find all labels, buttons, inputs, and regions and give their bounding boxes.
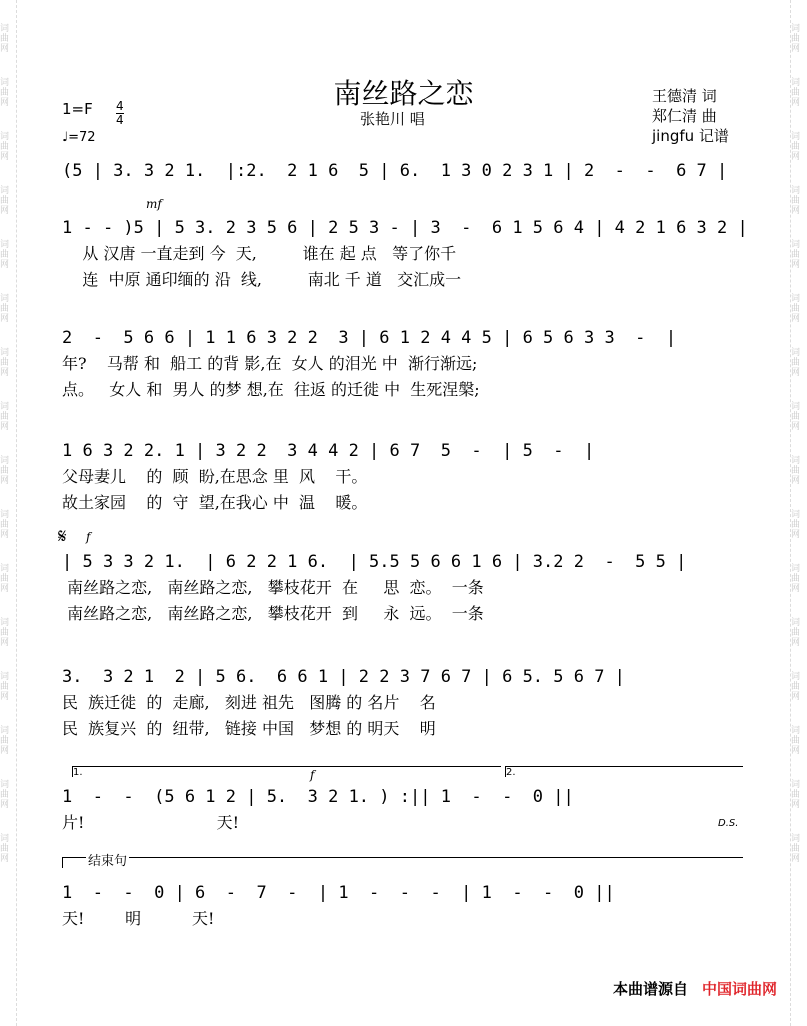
credits-block <box>652 86 729 146</box>
watermark: 词曲网 <box>0 564 10 594</box>
score-row-1 <box>62 158 752 184</box>
watermark: 词曲网 <box>0 186 10 216</box>
score-row-8 <box>62 880 752 932</box>
watermark: 词曲网 <box>791 240 801 270</box>
key-signature: 1=F <box>62 100 93 118</box>
time-signature <box>116 100 124 127</box>
lyric-verse-1: 南丝路之恋, 南丝路之恋, 攀枝花开 在 思 恋。 一条 <box>62 578 484 597</box>
watermark: 词曲网 <box>791 348 801 378</box>
lyric-verse-2: 故土家园 的 守 望,在我心 中 温 暖。 <box>62 493 368 512</box>
singer-credit: 张艳川 唱 <box>360 110 425 128</box>
watermark: 词曲网 <box>791 456 801 486</box>
lyric-verse-2: 民 族复兴 的 纽带, 链接 中国 梦想 的 明天 明 <box>62 719 436 738</box>
watermark: 词曲网 <box>791 78 801 108</box>
right-watermark-strip <box>790 0 807 1026</box>
mf-marking: mf <box>146 197 162 211</box>
lyric-verse-1: 天! 明 天! <box>62 909 215 928</box>
notation-line: 3. 3 2 1 2 | 5 6. 6 6 1 | 2 2 3 7 6 7 | 6 5. 5 6 7 | <box>62 667 625 687</box>
watermark: 词曲网 <box>0 726 10 756</box>
watermark: 词曲网 <box>791 132 801 162</box>
tempo-value: =72 <box>68 130 96 145</box>
watermark: 词曲网 <box>791 294 801 324</box>
second-ending-bracket <box>505 766 743 777</box>
score-row-7 <box>62 784 752 836</box>
brand-link[interactable]: 中国词曲网 <box>701 980 777 998</box>
tempo-marking <box>62 130 96 145</box>
notation-line: 1 - - (5 6 1 2 | 5. 3 2 1. ) :|| 1 - - 0 || <box>62 787 574 807</box>
source-text: 本曲谱源自 <box>612 980 688 998</box>
watermark: 词曲网 <box>0 78 10 108</box>
notation-line: | 5 3 3 2 1. | 6 2 2 1 6. | 5.5 5 6 6 1 6 | 3.2 2 - 5 5 | <box>62 552 687 572</box>
f-marking: f <box>86 530 91 544</box>
notation-line: 1 6 3 2 2. 1 | 3 2 2 3 4 4 2 | 6 7 5 - | 5 - | <box>62 441 595 461</box>
watermark: 词曲网 <box>791 186 801 216</box>
quarter-note-icon: ♩ <box>62 130 69 145</box>
watermark: 词曲网 <box>0 24 10 54</box>
lyric-verse-2: 连 中原 通印缅的 沿 线, 南北 千 道 交汇成一 <box>62 270 462 289</box>
lyric-verse-1: 父母妻儿 的 顾 盼,在思念 里 风 干。 <box>62 467 368 486</box>
score-row-2 <box>62 215 752 293</box>
first-ending-label: 1. <box>73 767 83 778</box>
watermark: 词曲网 <box>0 834 10 864</box>
watermark: 词曲网 <box>0 672 10 702</box>
watermark: 词曲网 <box>0 348 10 378</box>
score-row-6 <box>62 664 752 742</box>
notation-line: 1 - - 0 | 6 - 7 - | 1 - - - | 1 - - 0 || <box>62 883 615 903</box>
watermark: 词曲网 <box>791 726 801 756</box>
watermark: 词曲网 <box>791 834 801 864</box>
watermark: 词曲网 <box>791 672 801 702</box>
lyric-verse-1: 片! 天! <box>62 813 240 832</box>
notation-line: (5 | 3. 3 2 1. |:2. 2 1 6 5 | 6. 1 3 0 2 3 1 | 2 - - 6 7 | <box>62 161 728 181</box>
watermark: 词曲网 <box>0 456 10 486</box>
notation-line: 2 - 5 6 6 | 1 1 6 3 2 2 3 | 6 1 2 4 4 5 | 6 5 6 3 3 - | <box>62 328 677 348</box>
lyric-verse-2: 南丝路之恋, 南丝路之恋, 攀枝花开 到 永 远。 一条 <box>62 604 484 623</box>
coda-bracket <box>62 857 743 868</box>
watermark: 词曲网 <box>0 132 10 162</box>
watermark: 词曲网 <box>791 618 801 648</box>
watermark: 词曲网 <box>791 510 801 540</box>
second-ending-label: 2. <box>506 767 516 778</box>
watermark: 词曲网 <box>791 24 801 54</box>
left-watermark-strip <box>0 0 17 1026</box>
score-row-4 <box>62 438 752 516</box>
segno-sign: 𝄋 <box>58 524 67 548</box>
composer-credit: 郑仁清 曲 <box>652 107 717 125</box>
watermark: 词曲网 <box>0 402 10 432</box>
watermark: 词曲网 <box>791 402 801 432</box>
score-row-3 <box>62 325 752 403</box>
time-signature-bottom: 4 <box>116 113 124 127</box>
score-row-5 <box>62 549 752 627</box>
watermark: 词曲网 <box>0 780 10 810</box>
song-title: 南丝路之恋 <box>333 77 474 110</box>
notation-line: 1 - - )5 | 5 3. 2 3 5 6 | 2 5 3 - | 3 - 6 1 5 6 4 | 4 2 1 6 3 2 | <box>62 218 748 238</box>
source-footer <box>613 978 777 999</box>
f-marking: f <box>310 768 315 782</box>
first-ending-bracket <box>72 766 501 777</box>
watermark: 词曲网 <box>0 294 10 324</box>
watermark: 词曲网 <box>0 618 10 648</box>
time-signature-top: 4 <box>116 99 124 113</box>
watermark: 词曲网 <box>0 510 10 540</box>
transcriber-credit: jingfu 记谱 <box>652 127 729 145</box>
ds-marking: D.S. <box>718 818 739 829</box>
watermark: 词曲网 <box>791 564 801 594</box>
lyric-verse-1: 从 汉唐 一直走到 今 天, 谁在 起 点 等了你千 <box>62 244 457 263</box>
lyric-verse-1: 民 族迁徙 的 走廊, 刻进 祖先 图腾 的 名片 名 <box>62 693 436 712</box>
lyricist-credit: 王德清 词 <box>652 87 717 105</box>
watermark: 词曲网 <box>0 240 10 270</box>
lyric-verse-2: 点。 女人 和 男人 的梦 想,在 往返 的迁徙 中 生死涅槃; <box>62 380 480 399</box>
watermark: 词曲网 <box>791 780 801 810</box>
lyric-verse-1: 年? 马帮 和 船工 的背 影,在 女人 的泪光 中 渐行渐远; <box>62 354 478 373</box>
coda-label: 结束句 <box>86 850 129 869</box>
